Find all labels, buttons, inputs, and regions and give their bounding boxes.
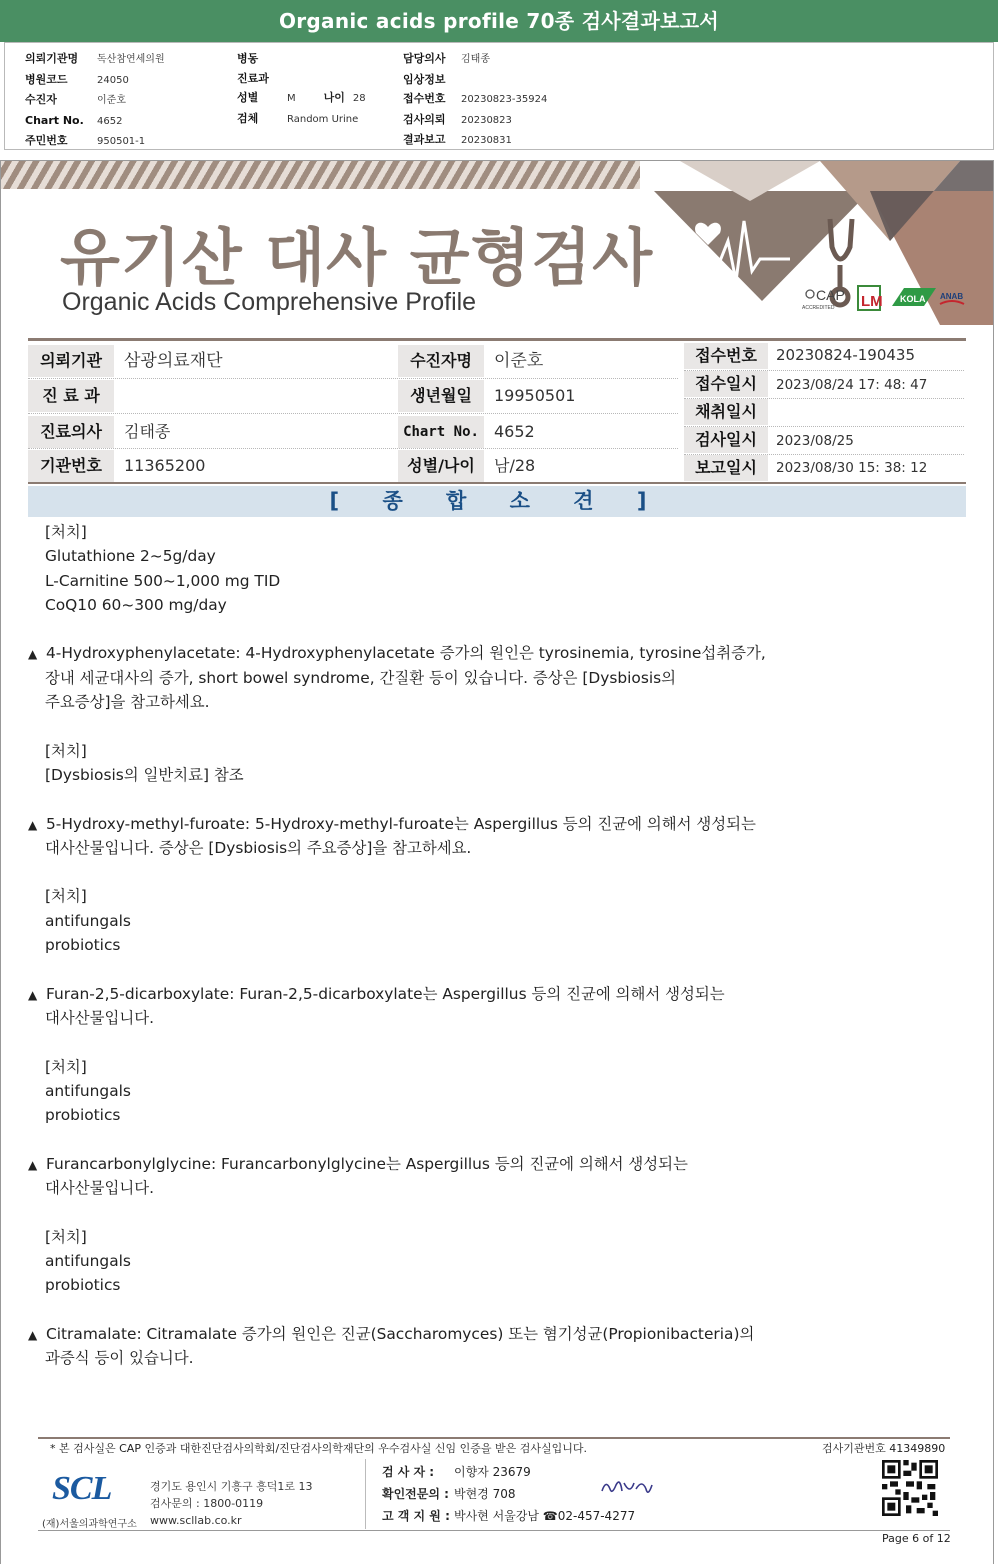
row-divider (28, 448, 678, 449)
attending-doctor-label: 담당의사 (403, 52, 446, 65)
institution-label: 의뢰기관 (28, 345, 114, 377)
chart-no-label-2: Chart No. (398, 416, 484, 448)
result-date-label: 결과보고 (403, 133, 446, 146)
row-divider (684, 370, 964, 371)
patient-name-value-2: 이준호 (494, 351, 544, 371)
report-title-korean: 유기산 대사 균형검사 (60, 221, 654, 294)
summary-section-title: [ 종 합 소 견 ] (28, 486, 966, 517)
finding-item: ▲ Citramalate: Citramalate 증가의 원인은 진균(Saccharomyces) 또는 혐기성균(Propionibacteria)의 (28, 1322, 958, 1346)
content-line: antifungals (45, 911, 131, 930)
test-datetime-label: 검사일시 (684, 427, 768, 453)
patient-col-3 (403, 49, 547, 151)
patient-col-1 (25, 49, 165, 152)
receipt-datetime-label: 접수일시 (684, 371, 768, 397)
institution-no-value: 11365200 (124, 456, 206, 475)
receipt-no-label: 접수번호 (684, 343, 768, 369)
finding-item: ▲ Furan-2,5-dicarboxylate: Furan-2,5-dicarboxylate는 Aspergillus 등의 진균에 의해서 생성되는 (28, 982, 958, 1006)
clinical-info-label: 임상정보 (403, 72, 446, 86)
specimen-value: Random Urine (287, 113, 359, 125)
table-bottom-rule (28, 482, 966, 484)
chart-no-value-2: 4652 (494, 422, 535, 441)
accession-no-label: 접수번호 (403, 92, 446, 105)
treatment-heading: [처치] (45, 1227, 87, 1246)
receipt-no-value: 20230824-190435 (776, 346, 916, 364)
patient-name-value: 이준호 (97, 95, 126, 106)
treatment-heading: [처치] (45, 523, 87, 541)
footer-separator (365, 1459, 366, 1529)
svg-text:LM: LM (861, 293, 883, 310)
support-value: 박사현 서울강남 ☎02-457-4277 (454, 1509, 636, 1523)
patient-col-2 (237, 49, 366, 129)
treatment-heading: [처치] (45, 741, 87, 760)
row-divider (684, 398, 964, 399)
lm-logo (858, 286, 883, 310)
finding-item: ▲ Furancarbonylglycine: Furancarbonylglycine는 Aspergillus 등의 진균에 의해서 생성되는 (28, 1152, 958, 1176)
footer-divider (38, 1437, 950, 1439)
decorative-stripes (1, 161, 661, 189)
triangle-bullet-icon: ▲ (28, 817, 38, 832)
content-line: probiotics (45, 936, 121, 955)
cap-logo (802, 287, 845, 311)
referring-clinic-value: 독산참연세의원 (97, 54, 165, 65)
birth-date-value: 19950501 (494, 386, 576, 405)
attending-doctor-value: 김태종 (461, 54, 490, 65)
svg-text:ACCREDITED: ACCREDITED (802, 305, 835, 311)
tester-value: 이향자 23679 (454, 1465, 531, 1479)
lab-address: 경기도 용인시 기흥구 흥덕1로 13 (150, 1480, 313, 1493)
report-title-english: Organic Acids Comprehensive Profile (62, 288, 477, 316)
birth-date-label: 생년월일 (398, 380, 484, 412)
request-date-label: 검사의뢰 (403, 112, 446, 126)
content-line: 주요증상]을 참고하세요. (45, 693, 210, 712)
tester-label: 검 사 자 : (382, 1465, 435, 1479)
anab-logo (940, 292, 964, 304)
ward-label: 병동 (237, 52, 259, 65)
sex-age-value: 남/28 (494, 456, 536, 475)
result-date-value: 20230831 (461, 135, 512, 146)
row-divider (684, 454, 964, 455)
patient-name-label-2: 수진자명 (398, 345, 484, 377)
row-divider (28, 413, 678, 414)
finding-item: ▲ 5-Hydroxy-methyl-furoate: 5-Hydroxy-methyl-furoate는 Aspergillus 등의 진균에 의해서 생성되는 (28, 812, 958, 836)
test-datetime-value: 2023/08/25 (776, 433, 854, 449)
content-line: 대사산물입니다. (45, 1179, 154, 1198)
collection-datetime-label: 채취일시 (684, 399, 768, 425)
report-header-title: Organic acids profile 70종 검사결과보고서 (0, 0, 998, 42)
content-line: 대사산물입니다. 증상은 [Dysbiosis의 주요증상]을 참고하세요. (45, 838, 472, 857)
content-line: probiotics (45, 1276, 121, 1295)
row-divider (28, 378, 678, 379)
institution-no-label: 기관번호 (28, 450, 114, 482)
lab-phone: 검사문의 : 1800-0119 (150, 1497, 264, 1510)
patient-info-box (4, 42, 994, 150)
svg-text:ANAB: ANAB (940, 292, 964, 301)
hospital-code-label: 병원코드 (25, 72, 68, 86)
doctor-label: 진료의사 (28, 416, 114, 448)
kola-logo (892, 288, 936, 306)
report-datetime-label: 보고일시 (684, 455, 768, 481)
content-line: probiotics (45, 1106, 121, 1125)
content-line: 대사산물입니다. (45, 1008, 154, 1027)
department-label: 진료과 (237, 71, 269, 85)
resident-no-value: 950501-1 (97, 136, 146, 147)
request-date-value: 20230823 (461, 114, 512, 126)
sex-value: M (287, 93, 296, 104)
resident-no-label: 주민번호 (25, 134, 68, 147)
sex-age-label: 성별/나이 (398, 450, 484, 482)
svg-text:CAP: CAP (816, 287, 845, 303)
finding-item: ▲ 4-Hydroxyphenylacetate: 4-Hydroxyphenylacetate 증가의 원인은 tyrosinemia, tyrosine섭취증가, (28, 641, 958, 665)
scl-logo: SCL (52, 1470, 112, 1507)
content-line: 장내 세균대사의 증가, short bowel syndrome, 간질환 등이 있습니다. 증상은 [Dysbiosis의 (45, 668, 677, 687)
title-divider (28, 338, 966, 341)
treatment-heading: [처치] (45, 1057, 87, 1076)
qr-code-icon (882, 1460, 938, 1516)
page-number: Page 6 of 12 (882, 1532, 951, 1545)
referring-clinic-label: 의뢰기관명 (25, 52, 79, 65)
signature-image (598, 1475, 654, 1501)
svg-text:KOLA: KOLA (900, 294, 926, 304)
content-line: L-Carnitine 500~1,000 mg TID (45, 571, 281, 590)
specimen-label: 검체 (237, 111, 259, 125)
institution-value: 삼광의료재단 (124, 351, 223, 371)
hospital-code-value: 24050 (97, 74, 129, 86)
triangle-bullet-icon: ▲ (28, 647, 38, 662)
chart-no-label: Chart No. (25, 113, 84, 127)
treatment-heading: [처치] (45, 887, 87, 906)
department-label-2: 진 료 과 (28, 380, 114, 412)
lab-contact (150, 1478, 313, 1529)
triangle-bullet-icon: ▲ (28, 1157, 38, 1172)
row-divider (684, 426, 964, 427)
content-line: antifungals (45, 1081, 131, 1100)
accreditation-logos (800, 282, 968, 316)
summary-content (28, 520, 958, 1370)
report-datetime-value: 2023/08/30 15: 38: 12 (776, 460, 928, 476)
support-label: 고 객 지 원 : (382, 1509, 450, 1523)
lab-website[interactable]: www.scllab.co.kr (150, 1514, 242, 1527)
age-value: 28 (352, 93, 366, 104)
content-line: 과증식 등이 있습니다. (45, 1349, 194, 1368)
lab-institution-no: 검사기관번호 41349890 (822, 1442, 946, 1455)
chart-no-value: 4652 (97, 115, 123, 127)
sex-label: 성별 (237, 91, 259, 104)
doctor-value: 김태종 (124, 422, 171, 441)
accession-no-value: 20230823-35924 (461, 94, 548, 105)
content-line: Glutathione 2~5g/day (45, 547, 216, 566)
triangle-bullet-icon: ▲ (28, 987, 38, 1002)
specialist-value: 박현경 708 (454, 1487, 516, 1501)
content-line: antifungals (45, 1251, 131, 1270)
patient-name-label: 수진자 (25, 93, 57, 106)
triangle-bullet-icon: ▲ (28, 1327, 38, 1342)
receipt-datetime-value: 2023/08/24 17: 48: 47 (776, 377, 928, 393)
age-label: 나이 (323, 91, 345, 104)
specialist-label: 확인전문의 : (382, 1487, 449, 1501)
content-line: [Dysbiosis의 일반치료] 참조 (45, 765, 244, 784)
accreditation-note: * 본 검사실은 CAP 인증과 대한진단검사의학회/진단검사의학재단의 우수검사실 신임 인증을 받은 검사실입니다. (50, 1442, 588, 1455)
content-line: CoQ10 60~300 mg/day (45, 595, 227, 614)
scl-logo-subtitle: (재)서울의과학연구소 (42, 1519, 137, 1530)
